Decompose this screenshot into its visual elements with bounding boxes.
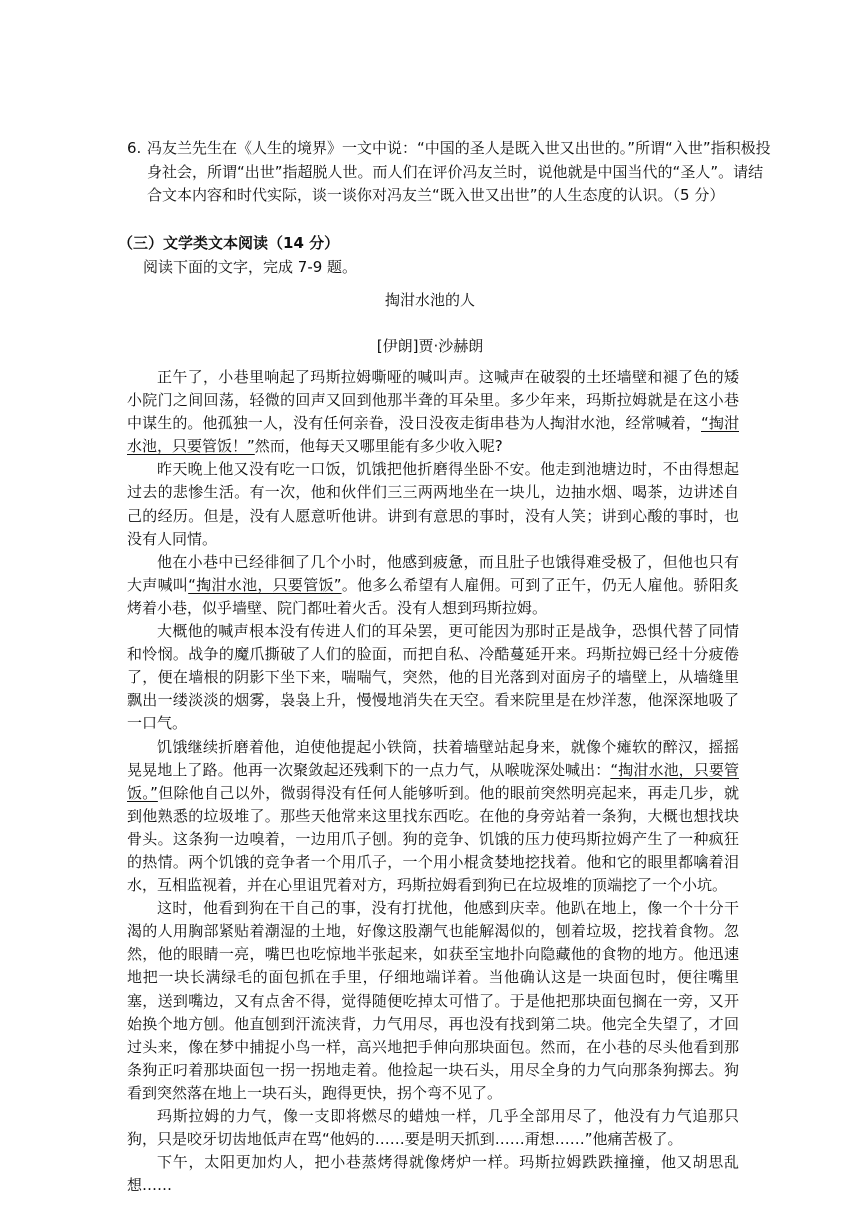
paragraph-text: 下午，太阳更加灼人，把小巷蒸烤得就像烤炉一样。玛斯拉姆跌跌撞撞，他又胡思乱想…… bbox=[127, 1153, 739, 1195]
underlined-quote: “掏泔水池，只要管饭！” bbox=[127, 414, 739, 456]
paragraph bbox=[127, 458, 739, 550]
underlined-quote: “掏泔水池，只要管饭。” bbox=[127, 760, 739, 802]
question-text: 冯友兰先生在《人生的境界》一文中说：“中国的圣人是既入世又出世的。”所谓“入世”指积极投身社会，所谓“出世”指超脱人世。而人们在评价冯友兰时，说他就是中国当代的“圣人”。请结合文本内容和时代实际，谈一谈你对冯友兰“既入世又出世”的人生态度的认识。（5 分） bbox=[147, 139, 771, 204]
article-author: [伊朗]贾·沙赫朗 bbox=[376, 337, 484, 355]
paragraph-text: 然而，他每天又哪里能有多少收入呢? bbox=[254, 437, 503, 456]
paragraph-text: 玛斯拉姆的力气，像一支即将燃尽的蜡烛一样，几乎全部用尽了，他没有力气追那只狗，只是咬牙切齿地低声在骂“他妈的……要是明天抓到……甭想……”他痛苦极了。 bbox=[127, 1107, 739, 1149]
paragraph-text: 他在小巷中已经徘徊了几个小时，他感到疲惫，而且肚子也饿得难受极了，但他也只有大声喊叫 bbox=[127, 552, 739, 594]
question-number: 6. bbox=[127, 139, 142, 157]
paragraph-text: 正午了，小巷里响起了玛斯拉姆嘶哑的喊叫声。这喊声在破裂的土坯墙壁和褪了色的矮小院门之间回荡，轻微的回声又回到他那半聋的耳朵里。多少年来，玛斯拉姆就是在这小巷中谋生的。他孤独一人，没有任何亲眷，没日没夜走街串巷为人掏泔水池，经常喊着， bbox=[127, 368, 739, 433]
paragraph bbox=[127, 551, 739, 620]
paragraph-text: 。他多么希望有人雇佣。可到了正午，仍无人雇他。骄阳炙烤着小巷，似乎墙壁、院门都吐着火舌。没有人想到玛斯拉姆。 bbox=[127, 575, 739, 617]
paragraph-text: 饥饿继续折磨着他，迫使他提起小铁筒，扶着墙壁站起身来，就像个瘫软的醉汉，摇摇晃晃地上了路。他再一次聚敛起还残剩下的一点力气，从喉咙深处喊出： bbox=[127, 737, 739, 779]
paragraph-text: 这时，他看到狗在干自己的事，没有打扰他，他感到庆幸。他趴在地上，像一个十分干渴的人用胸部紧贴着潮湿的土地，好像这股潮气也能解渴似的，刨着垃圾，挖找着食物。忽然，他的眼睛一亮，嘴巴也吃惊地半张起来，如获至宝地扑向隐藏他的食物的地方。他迅速地把一块长满绿毛的面包抓在手里，仔细地端详着。当他确认这是一块面包时，便往嘴里塞，送到嘴边，又有点舍不得，觉得随便吃掉太可惜了。于是他把那块面包搁在一旁，又开始换个地方刨。他直刨到汗流浃背，力气用尽，再也没有找到第二块。他完全失望了，才回过头来，像在梦中捕捉小鸟一样，高兴地把手伸向那块面包。然而，在小巷的尽头他看到那条狗正叼着那块面包一拐一拐地走着。他捡起一块石头，用尽全身的力气向那条狗掷去。狗看到突然落在地上一块石头，跑得更快，拐个弯不见了。 bbox=[127, 899, 739, 1102]
section-heading: （三）文学类文本阅读（14 分） bbox=[118, 234, 340, 252]
article-body bbox=[127, 366, 739, 1197]
paragraph bbox=[127, 736, 739, 898]
paragraph-text: 但除他自己以外，微弱得没有任何人能够听到。他的眼前突然明亮起来，再走几步，就到他熟悉的垃圾堆了。那些天他常来这里找东西吃。在他的身旁站着一条狗，大概也想找块骨头。这条狗一边嗅着，一边用爪子刨。狗的竞争、饥饿的压力使玛斯拉姆产生了一种疯狂的热情。两个饥饿的竞争者一个用爪子，一个用小棍贪婪地挖找着。他和它的眼里都噙着泪水，互相监视着，并在心里诅咒着对方，玛斯拉姆看到狗已在垃圾堆的顶端挖了一个小坑。 bbox=[127, 783, 739, 895]
paragraph bbox=[127, 1151, 739, 1197]
paragraph bbox=[127, 897, 739, 1105]
underlined-quote: “掏泔水池，只要管饭” bbox=[188, 575, 342, 594]
paragraph-text: 昨天晚上他又没有吃一口饭，饥饿把他折磨得坐卧不安。他走到池塘边时，不由得想起过去的悲惨生活。有一次，他和伙伴们三三两两地坐在一块儿，边抽水烟、喝茶，边讲述自己的经历。但是，没有人愿意听他讲。讲到有意思的事时，没有人笑；讲到心酸的事时，也没有人同情。 bbox=[127, 460, 739, 548]
section-instruction: 阅读下面的文字，完成 7-9 题。 bbox=[143, 258, 358, 276]
article-title: 掏泔水池的人 bbox=[384, 291, 475, 309]
paragraph bbox=[127, 366, 739, 458]
paragraph bbox=[127, 1105, 739, 1151]
paragraph-text: 大概他的喊声根本没有传进人们的耳朵罢，更可能因为那时正是战争，恐惧代替了同情和怜悯。战争的魔爪撕破了人们的脸面，而把自私、冷酷蔓延开来。玛斯拉姆已经十分疲倦了，便在墙根的阴影下坐下来，喘喘气，突然，他的目光落到对面房子的墙壁上，从墙缝里飘出一缕淡淡的烟雾，袅袅上升，慢慢地消失在天空。看来院里是在炒洋葱，他深深地吸了一口气。 bbox=[127, 622, 739, 733]
paragraph bbox=[127, 620, 739, 735]
question-6 bbox=[127, 137, 777, 208]
